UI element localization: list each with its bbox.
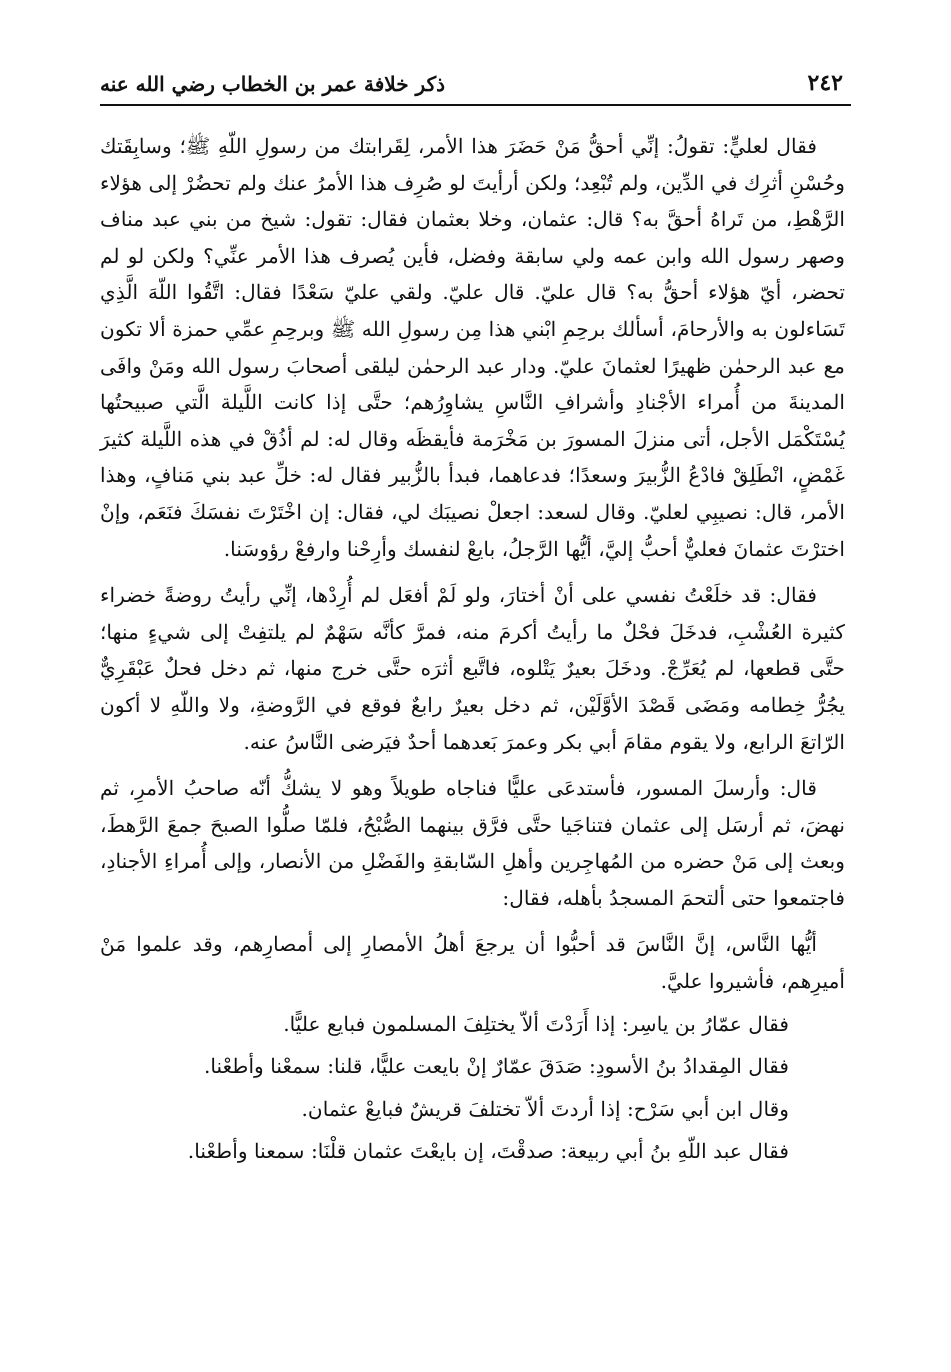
header-rule — [100, 104, 851, 106]
quote-line: فقال عمّارُ بن ياسِر: إذا أَرَدْتَ ألاّ يختلِفَ المسلمون فبايع عليًّا. — [283, 1011, 789, 1036]
paragraph: أيُّها النَّاس، إنَّ النَّاسَ قد أحبُّوا أن يرجعَ أهلُ الأمصارِ إلى أمصارِهم، وقد علموا مَنْ أميرِهم، فأشيروا عليَّ. — [100, 932, 845, 994]
running-title: ذكر خلافة عمر بن الخطاب رضي الله عنه — [100, 72, 445, 96]
paragraph: فقال لعليٍّ: تقولُ: إنِّي أحقُّ مَنْ حَضَرَ هذا الأمر، لِقَرابتك من رسولِ اللّهِ ﷺ؛ وسابِقَتك وحُسْنِ أثرِك في الدِّين، ولم تُبْعِد؛ ولكن أرأيتَ لو صُرِف هذا الأمرُ عنك ولم تحضُرْ إلى هؤلاء الرَّهْطِ، من تَراهُ أحقَّ به؟ قال: عثمان، وخلا بعثمان فقال: تقول: شيخ من بني عبد مناف وصهر رسول الله وابن عمه ولي سابقة وفضل، فأين يُصرف هذا الأمر عنِّي؟ ولكن لو لم تحضر، أيّ هؤلاء أحقُّ به؟ قال عليّ. قال عليّ. ولقي عليّ سَعْدًا فقال: اتَّقُوا اللّهَ الَّذِي تَسَاءلون به والأرحامَ، أسألك برحِمِ ابْني هذا مِن رسولِ الله ﷺ وبرحِمِ عمِّي حمزة ألا تكون مع عبد الرحمٰن ظهيرًا لعثمانَ عليّ. ودار عبد الرحمٰن ليلقى أصحابَ رسول الله ومَنْ وافَى المدينةَ من أُمراء الأجْنادِ وأشرافِ النَّاسِ يشاوِرُهم؛ حتَّى إذا كانت اللَّيلة الَّتي صبيحتُها يُسْتَكْمَل الأجل، أتى منزلَ المسورَ بن مَخْرَمة فأيقظَه وقال له: لم أذُقْ في هذه اللَّيلة كثيرَ غَمْضٍ، انْطَلِقْ فادْعُ الزُّبيرَ وسعدًا؛ فدعاهما، فبدأ بالزُّبير فقال له: خلِّ عبد بني مَنافٍ، وهذا الأمر، قال: نصيبِي لعليّ. وقال لسعد: اجعلْ نصيبَك لي، فقال: إن اخْتَرْتَ نفسَكَ فنَعَم، وإنْ اخترْتَ عثمانَ فعليٌّ أحبُّ إليَّ، أيُّها الرَّجلُ، بايعْ لنفسك وأرِحْنا وارفعْ رؤوسَنا. — [100, 134, 845, 561]
body-text — [100, 128, 845, 1170]
quote-line: فقال عبد اللّهِ بنُ أبي ربيعة: صدقْتَ، إن بايعْتَ عثمان قلْنَا: سمعنا وأطعْنا. — [187, 1139, 789, 1164]
page-number: ٢٤٢ — [807, 70, 843, 96]
quote-line: فقال المِقدادُ بنُ الأسودِ: صَدَقَ عمّارٌ إنْ بايعت عليًّا، قلنا: سمعْنا وأطعْنا. — [203, 1054, 789, 1079]
quote-line: وقال ابن أبي سَرْح: إذا أردتَ ألاّ تختلفَ قريشٌ فبايعْ عثمان. — [301, 1096, 789, 1121]
paragraph: فقال: قد خلَعْتُ نفسي على أنْ أختارَ، ولو لَمْ أفعَل لم أُرِدْها، إنِّي رأيتُ روضةً خضراء كثيرة العُشْبِ، فدخَلَ فحْلٌ ما رأيتُ أكرمَ منه، فمرَّ كأنَّه سَهْمٌ لم يلتفِتْ إلى شيءٍ منها؛ حتَّى قطعها، لم يُعَرِّجْ. ودخَلَ بعيرٌ يَتْلوه، فاتَّبع أثرَه حتَّى خرج منها، ثم دخل فحلٌ عَبْقَرِيٌّ يجُرُّ خِطامه ومَضَى قَصْدَ الأوَّلَيْن، ثم دخل بعيرٌ رابعٌ فوقع في الرَّوضةِ، ولا واللّهِ لا أكون الرّاتعَ الرابع، ولا يقوم مقامَ أبي بكر وعمرَ بَعدهما أحدٌ فيَرضى النَّاسُ عنه. — [100, 583, 845, 754]
page-header — [100, 60, 843, 96]
paragraph: قال: وأرسلَ المسور، فأستدعَى عليًّا فناجاه طويلاً وهو لا يشكُّ أنّه صاحبُ الأمرِ، ثم نهضَ، ثم أرسَل إلى عثمان فتناجَيا حتَّى فرَّق بينهما الصُّبْحُ، فلمّا صلُّوا الصبحَ جمعَ الرَّهطَ، وبعث إلى مَنْ حضره من المُهاجِرين وأهلِ السّابقةِ والفَضْلِ من الأنصار، وإلى أُمراءِ الأجنادِ، فاجتمعوا حتى ألتحمَ المسجدُ بأهله، فقال: — [100, 776, 845, 910]
